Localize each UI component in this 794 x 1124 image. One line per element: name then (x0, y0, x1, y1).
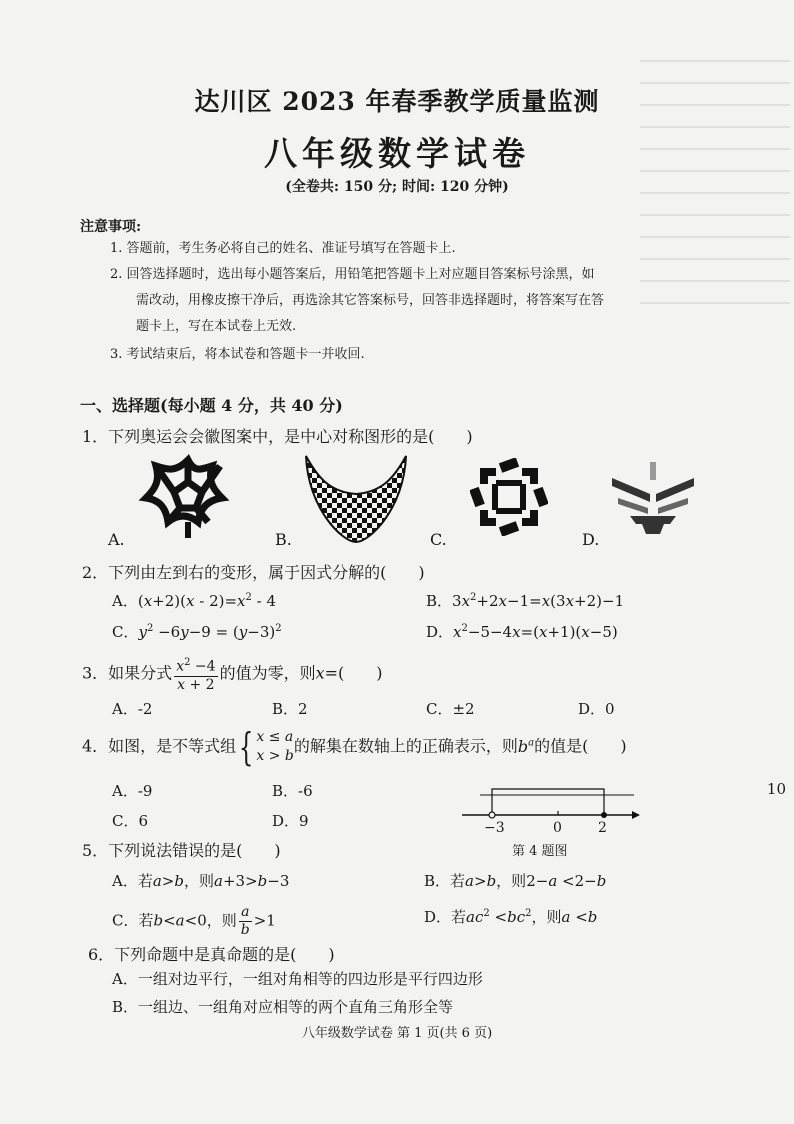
q3-stem-post: 的值为零，则 (219, 663, 316, 683)
q2-option-c-label: C． (112, 623, 139, 641)
q4-figure-caption: 第 4 题图 (512, 844, 568, 859)
logo-b-icon (302, 448, 410, 544)
exam-subtitle: (全卷共: 150 分; 时间: 120 分钟) (285, 179, 509, 195)
q2-option-a: A．$(x+2)(x - 2)=x^2 - 4$ (112, 592, 277, 610)
q1-label-c: C. (430, 530, 447, 549)
notice-item-3: 3. 考试结束后，将本试卷和答题卡一并收回. (110, 347, 365, 362)
q4-inequality-system: x ≤ a x > b (256, 729, 294, 764)
q5-stem: 5．下列说法错误的是( ) (82, 841, 281, 860)
q4-option-d: D．9 (272, 812, 309, 830)
q4-option-b: B．-6 (272, 782, 313, 800)
q6-option-b: B．一组边、一组角对应相等的两个直角三角形全等 (112, 998, 454, 1016)
q2-option-d: D．$x^2-5-4x=(x+1)(x-5)$ (426, 623, 618, 641)
q4-option-c: C．6 (112, 812, 149, 830)
q4-stem-post2: 的值是( ) (534, 736, 627, 756)
q3-fraction: $\frac{x^2 -4}{x + 2}$ (174, 654, 217, 694)
open-dot-icon (489, 812, 495, 818)
notice-heading: 注意事项: (80, 219, 142, 235)
q4-option-a: A．-9 (112, 782, 153, 800)
exam-title: 八年级数学试卷 (264, 134, 530, 173)
q6-stem: 6．下列命题中是真命题的是( ) (88, 945, 335, 964)
exam-region-title: 达川区 2023 年春季教学质量监测 (194, 87, 600, 116)
q3-stem-post2: =( ) (324, 663, 383, 683)
page-footer: 八年级数学试卷 第 1 页(共 6 页) (301, 1026, 493, 1041)
q3-stem-pre: 3．如果分式 (82, 663, 173, 683)
closed-dot-icon (601, 812, 607, 818)
q2-option-b: B．$3x^2+2x-1=x(3x+2)-1$ (426, 592, 625, 610)
q3-var: x (315, 663, 325, 683)
q1-label-d: D. (582, 530, 600, 549)
solution-bracket (492, 789, 604, 815)
q6-option-a: A．一组对边平行，一组对角相等的四边形是平行四边形 (112, 970, 483, 988)
axis-tick-label-2: 2 (598, 820, 607, 836)
logo-a-icon (138, 452, 238, 544)
q5-option-b: B．若a>b，则2−a <2−b (424, 872, 607, 890)
q4-stem-post: 的解集在数轴上的正确表示，则 (293, 736, 518, 756)
axis-tick-label-0: 0 (553, 820, 562, 836)
q2-option-b-label: B． (426, 592, 453, 610)
q5-option-c-then: ，则 (206, 911, 237, 930)
q5-option-b-then: ，则 (496, 872, 527, 890)
axis-tick-label-neg3: −3 (484, 820, 505, 836)
q2-option-d-label: D． (426, 623, 454, 641)
notice-item-2-cont2: 题卡上，写在本试卷上无效. (136, 319, 297, 334)
q3-stem (82, 654, 383, 694)
logo-d-icon (610, 460, 696, 540)
edge-number: 10 (766, 780, 786, 798)
notice-item-1: 1. 答题前，考生务必将自己的姓名、准证号填写在答题卡上. (110, 241, 456, 256)
q2-option-c: C．$y^2 -6y-9 = (y-3)^2$ (112, 623, 282, 641)
q5-option-a: A．若a>b，则a+3>b−3 (112, 872, 290, 890)
q1-label-a: A. (108, 530, 125, 549)
q1-label-b: B. (275, 530, 292, 549)
q5-option-a-label: A．若 (112, 872, 153, 890)
q3-option-c: C．±2 (426, 700, 475, 718)
q2-option-a-label: A． (112, 592, 138, 610)
q2-stem: 2．下列由左到右的变形，属于因式分解的( ) (82, 563, 425, 582)
q5-option-b-label: B．若 (424, 872, 466, 890)
q3-option-b: B．2 (272, 700, 308, 718)
axis-arrow-icon (632, 811, 640, 819)
notice-item-2-cont: 需改动，用橡皮擦干净后，再选涂其它答案标号，回答非选择题时，将答案写在答 (136, 293, 605, 308)
notice-item-2: 2. 回答选择题时，选出每小题答案后，用铅笔把答题卡上对应题目答案标号涂黑，如 (110, 267, 595, 282)
q5-option-a-then: ，则 (183, 872, 214, 890)
q5-option-c: C．若b<a<0，则 $\frac{a}{b}$ >1 (112, 904, 276, 938)
section-heading: 一、选择题(每小题 4 分，共 40 分) (80, 396, 343, 415)
q4-stem-pre: 4．如图，是不等式组 (82, 736, 237, 756)
q5-option-c-label: C．若 (112, 911, 154, 930)
logo-c-icon (470, 458, 548, 536)
q1-stem: 1．下列奥运会会徽图案中，是中心对称图形的是( ) (82, 427, 473, 446)
q3-option-d: D．0 (578, 700, 615, 718)
q5-option-d-label: D．若 (424, 908, 467, 926)
q3-option-a: A．-2 (112, 700, 153, 718)
number-line-figure (458, 775, 642, 823)
q5-option-d: D．若$ac^2 <bc^2$，则a <b (424, 908, 598, 926)
q4-stem: 4．如图，是不等式组{ x ≤ a x > b 的解集在数轴上的正确表示，则$b^a$的值是( ) (82, 725, 627, 769)
q5-option-d-then: ，则 (531, 908, 562, 926)
